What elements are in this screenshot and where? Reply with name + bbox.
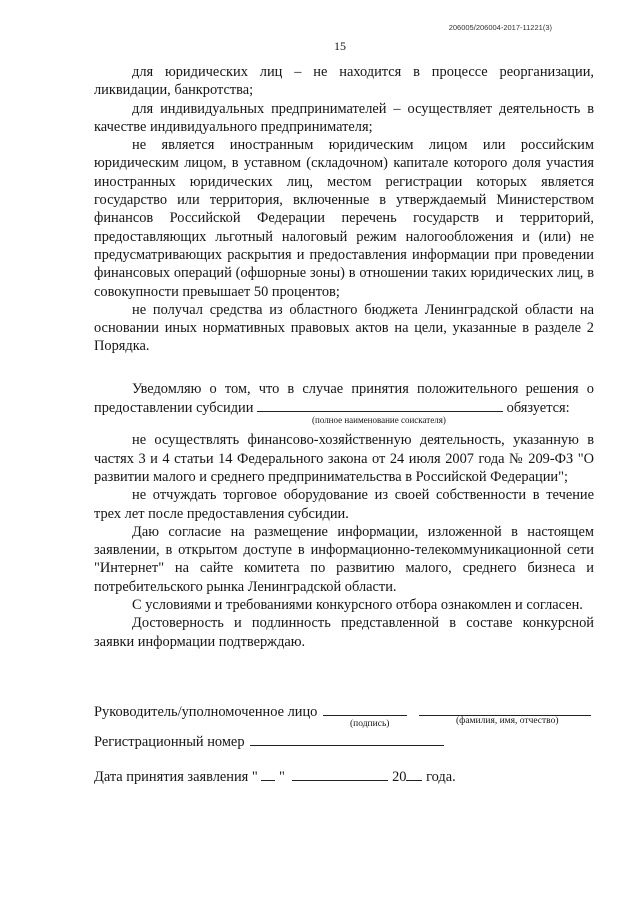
date-row: Дата принятия заявления " " 20 года.	[94, 769, 456, 785]
paragraph-acknowledgement: С условиями и требованиями конкурсного отбора ознакомлен и согласен.	[132, 597, 583, 614]
paragraph-notice: Уведомляю о том, что в случае принятия положительного решения о предоставлении субсидии обязуется:	[94, 380, 594, 417]
signature-field[interactable]	[323, 702, 407, 716]
paragraph-consent: Даю согласие на размещение информации, изложенной в настоящем заявлении, в открытом доступе в информационно-телекоммуникационной сети "Интернет" на сайте комитета по развитию малого, среднего бизнеса и потребительского рынка Ленинградской области.	[94, 523, 594, 595]
paragraph-legal-entity: для юридических лиц – не находится в процессе реорганизации, ликвидации, банкротства;	[94, 64, 594, 99]
paragraph-individual-entrepreneur: для индивидуальных предпринимателей – осуществляет деятельность в качестве индивидуального предпринимателя;	[94, 100, 594, 135]
paragraph-confirmation: Достоверность и подлинность представленной в составе конкурсной заявки информации подтверждаю.	[94, 615, 594, 650]
day-field[interactable]	[261, 767, 275, 781]
paragraph-obligation-equipment: не отчуждать торговое оборудование из своей собственности в течение трех лет после предоставления субсидии.	[94, 487, 594, 522]
applicant-name-field[interactable]	[257, 398, 503, 412]
year-field[interactable]	[406, 767, 422, 781]
document-body	[94, 63, 594, 651]
paragraph-foreign-entity: не является иностранным юридическим лицом или российским юридическим лицом, в уставном (складочном) капитале которого доля участия иностранных юридических лиц, местом регистрации которых является государство или территория, включенные в утверждаемый Министерством финансов Российской Федерации перечень государств и территорий, предоставляющих льготный налоговый режим налогообложения и (или) не предусматривающих раскрытия и предоставления информации при проведении финансовых операций (офшорные зоны) в отношении таких юридических лиц, в совокупности превышает 50 процентов;	[94, 137, 594, 300]
paragraph-obligation-activity: не осуществлять финансово-хозяйственную деятельность, указанную в частях 3 и 4 статьи 14 Федерального закона от 24 июля 2007 года № 209-ФЗ "О развитии малого и среднего предпринимательства в Российской Федерации";	[94, 432, 594, 485]
paragraph-budget-funds: не получал средства из областного бюджета Ленинградской области на основании иных нормативных правовых актов на цели, указанные в разделе 2 Порядка.	[94, 301, 594, 355]
document-id: 206005/206004-2017-11221(3)	[448, 23, 552, 32]
full-name-field[interactable]	[419, 702, 591, 716]
full-name-caption: (фамилия, имя, отчество)	[456, 716, 559, 726]
signature-caption: (подпись)	[350, 719, 390, 729]
registration-label: Регистрационный номер	[94, 734, 245, 750]
page-number: 15	[334, 39, 346, 53]
month-field[interactable]	[292, 767, 388, 781]
applicant-name-label: (полное наименование соискателя)	[312, 415, 446, 426]
registration-number-field[interactable]	[250, 732, 444, 746]
head-label: Руководитель/уполномоченное лицо	[94, 704, 318, 720]
date-label: Дата принятия заявления "	[94, 769, 258, 785]
registration-row	[94, 732, 444, 751]
